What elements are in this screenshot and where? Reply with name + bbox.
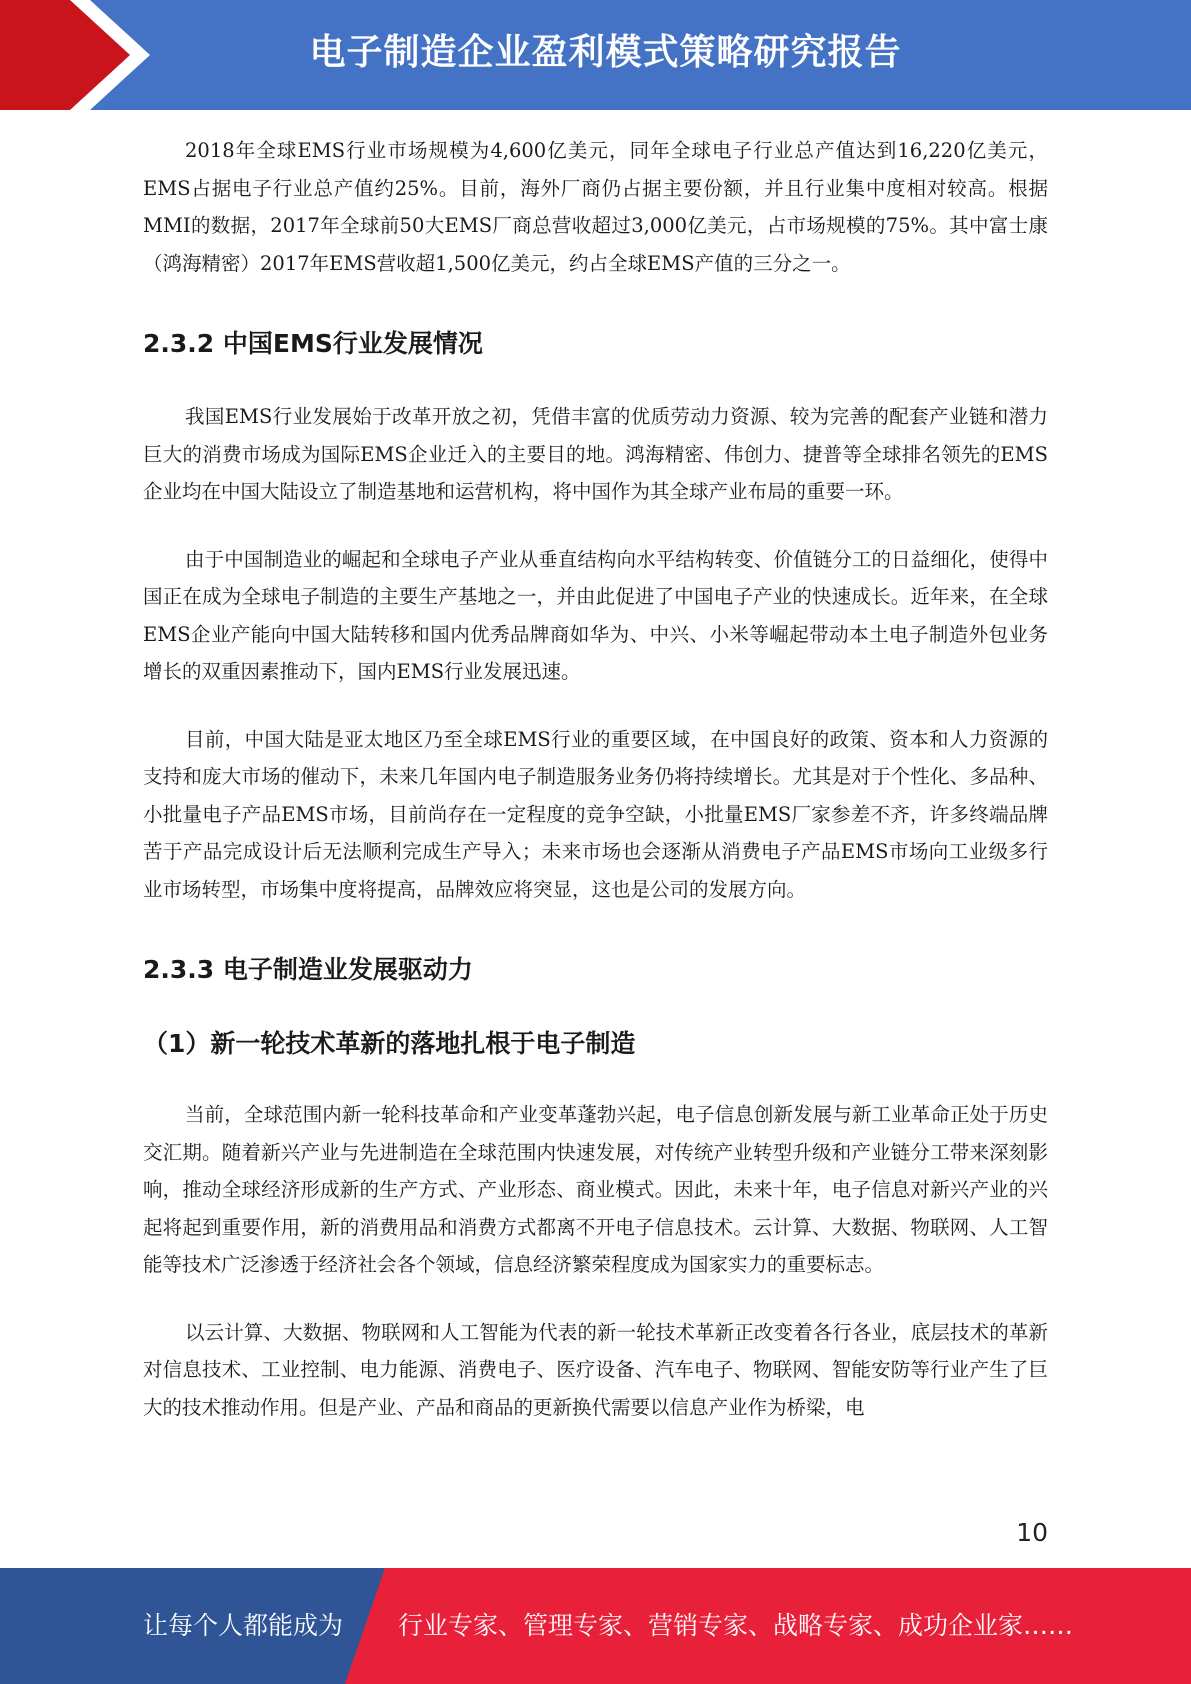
- intro-paragraph: 2018年全球EMS行业市场规模为4,600亿美元，同年全球电子行业总产值达到16,220亿美元，EMS占据电子行业总产值约25%。目前，海外厂商仍占据主要份额，并且行业集中度相对较高。根据MMI的数据，2017年全球前50大EMS厂商总营收超过3,000亿美元，占市场规模的75%。其中富士康（鸿海精密）2017年EMS营收超1,500亿美元，约占全球EMS产值的三分之一。: [143, 139, 1048, 275]
- paragraph: 以云计算、大数据、物联网和人工智能为代表的新一轮技术革新正改变着各行各业，底层技术的革新对信息技术、工业控制、电力能源、消费电子、医疗设备、汽车电子、物联网、智能安防等行业产生了巨大的技术推动作用。但是产业、产品和商品的更新换代需要以信息产业作为桥梁，电: [143, 1320, 1048, 1419]
- paragraph: 由于中国制造业的崛起和全球电子产业从垂直结构向水平结构转变、价值链分工的日益细化，使得中国正在成为全球电子制造的主要生产基地之一，并由此促进了中国电子产业的快速成长。近年来，在全球EMS企业产能向中国大陆转移和国内优秀品牌商如华为、中兴、小米等崛起带动本土电子制造外包业务增长的双重因素推动下，国内EMS行业发展迅速。: [143, 547, 1048, 683]
- paragraph: 当前，全球范围内新一轮科技革命和产业变革蓬勃兴起，电子信息创新发展与新工业革命正处于历史交汇期。随着新兴产业与先进制造在全球范围内快速发展，对传统产业转型升级和产业链分工带来深刻影响，推动全球经济形成新的生产方式、产业形态、商业模式。因此，未来十年，电子信息对新兴产业的兴起将起到重要作用，新的消费用品和消费方式都离不开电子信息技术。云计算、大数据、物联网、人工智能等技术广泛渗透于经济社会各个领域，信息经济繁荣程度成为国家实力的重要标志。: [143, 1103, 1048, 1276]
- page-footer: [0, 1568, 1191, 1684]
- footer-slogan-left: 让每个人都能成为: [143, 1611, 344, 1640]
- page-header: [0, 0, 1191, 110]
- page-content: [143, 132, 1048, 1426]
- report-title: 电子制造企业盈利模式策略研究报告: [309, 32, 902, 73]
- section-heading-2-3-2: 2.3.2 中国EMS行业发展情况: [143, 329, 483, 358]
- subsection-heading: （1）新一轮技术革新的落地扎根于电子制造: [143, 1029, 636, 1058]
- paragraph: 我国EMS行业发展始于改革开放之初，凭借丰富的优质劳动力资源、较为完善的配套产业链和潜力巨大的消费市场成为国际EMS企业迁入的主要目的地。鸿海精密、伟创力、捷普等全球排名领先的EMS企业均在中国大陆设立了制造基地和运营机构，将中国作为其全球产业布局的重要一环。: [143, 405, 1048, 503]
- paragraph: 目前，中国大陆是亚太地区乃至全球EMS行业的重要区域，在中国良好的政策、资本和人力资源的支持和庞大市场的催动下，未来几年国内电子制造服务业务仍将持续增长。尤其是对于个性化、多品种、小批量电子产品EMS市场，目前尚存在一定程度的竞争空缺，小批量EMS厂家参差不齐，许多终端品牌苦于产品完成设计后无法顺利完成生产导入；未来市场也会逐渐从消费电子产品EMS市场向工业级多行业市场转型，市场集中度将提高，品牌效应将突显，这也是公司的发展方向。: [143, 727, 1048, 901]
- page-number: 10: [1016, 1518, 1048, 1547]
- section-heading-2-3-3: 2.3.3 电子制造业发展驱动力: [143, 955, 473, 984]
- footer-slogan-right: 行业专家、管理专家、营销专家、战略专家、成功企业家……: [398, 1611, 1074, 1640]
